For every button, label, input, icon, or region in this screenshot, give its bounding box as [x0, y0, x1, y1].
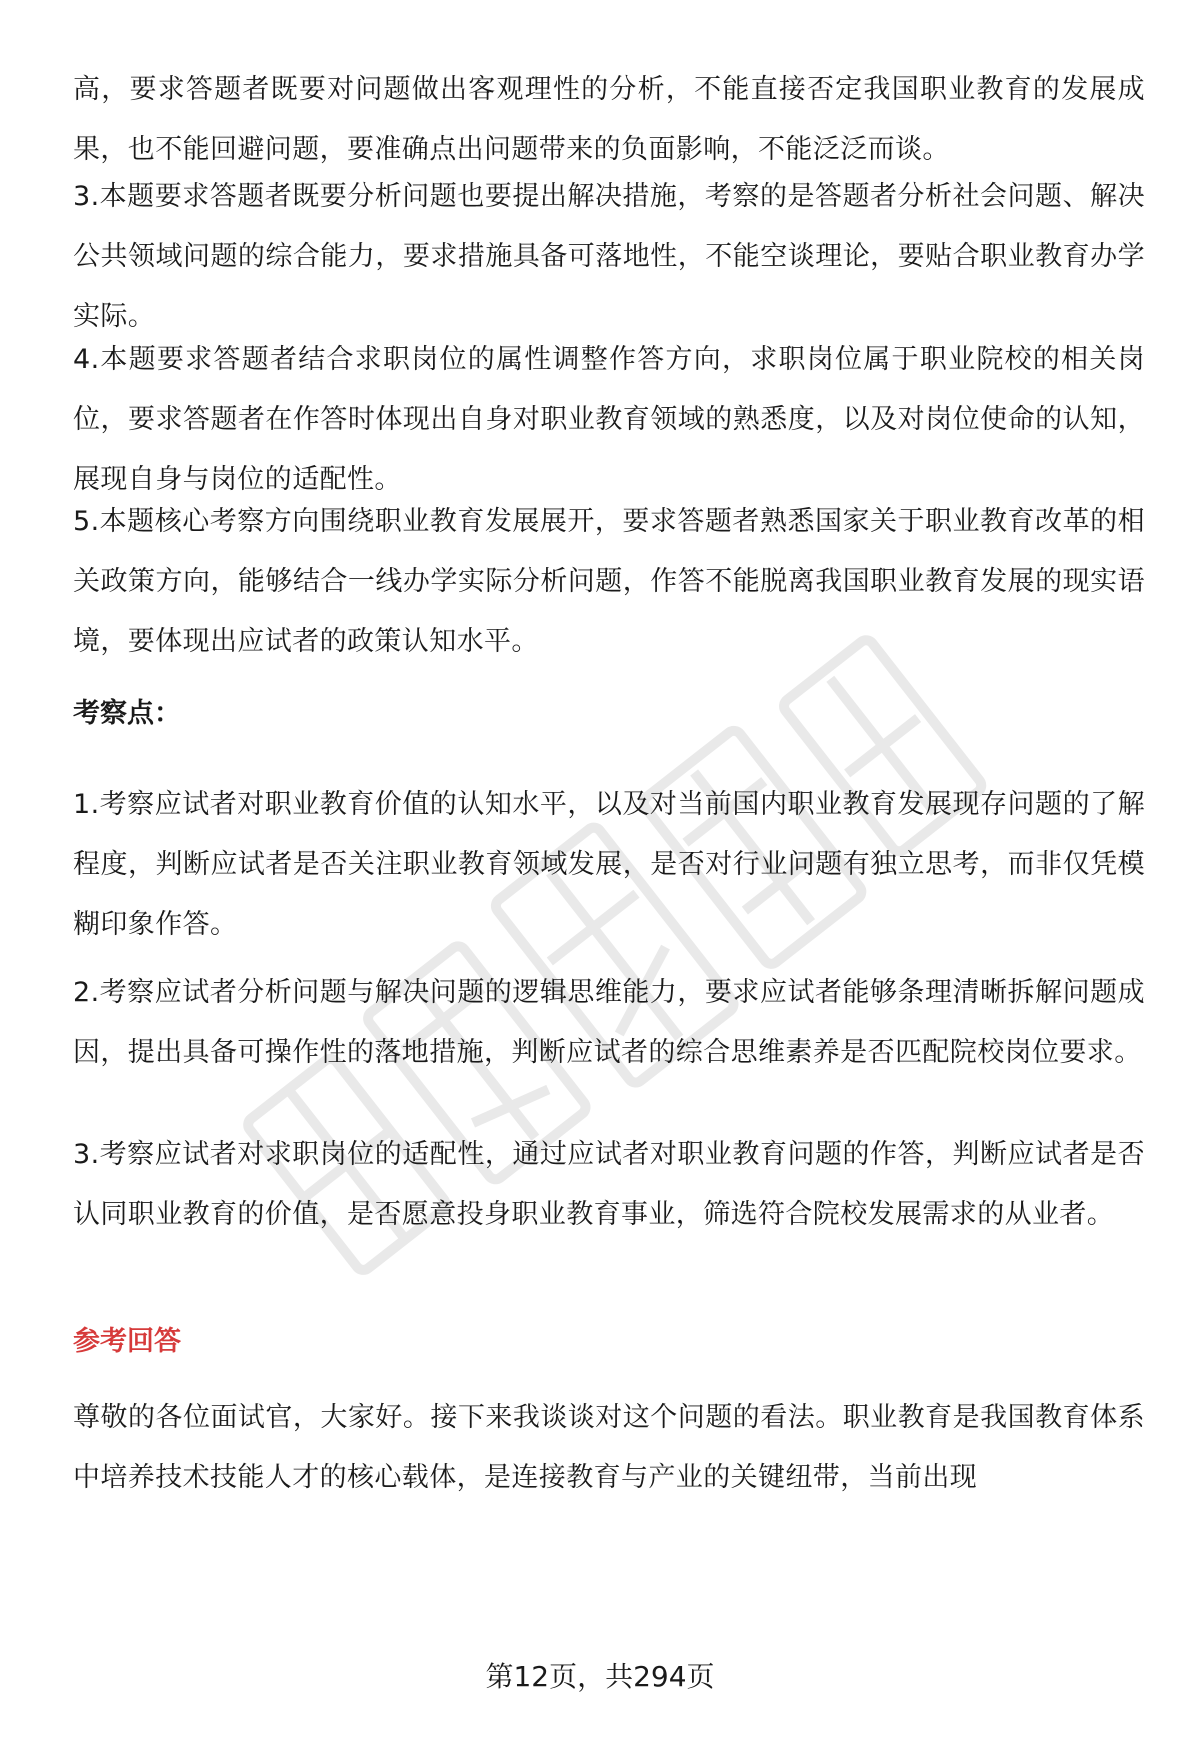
paragraph-point-5: 5.本题核心考察方向围绕职业教育发展展开，要求答题者熟悉国家关于职业教育改革的相关政策方向，能够结合一线办学实际分析问题，作答不能脱离我国职业教育发展的现实语境，要体现出应试者的政策认知水平。 [73, 506, 1145, 657]
kaochadian-item-3: 3.考察应试者对求职岗位的适配性，通过应试者对职业教育问题的作答，判断应试者是否认同职业教育的价值，是否愿意投身职业教育事业，筛选符合院校发展需求的从业者。 [73, 1139, 1145, 1230]
paragraph-continued: 高，要求答题者既要对问题做出客观理性的分析，不能直接否定我国职业教育的发展成果，也不能回避问题，要准确点出问题带来的负面影响，不能泛泛而谈。 [73, 74, 1145, 165]
paragraph-point-3: 3.本题要求答题者既要分析问题也要提出解决措施，考察的是答题者分析社会问题、解决公共领域问题的综合能力，要求措施具备可落地性，不能空谈理论，要贴合职业教育办学实际。 [73, 181, 1145, 332]
section-heading-kaochadian: 考察点： [73, 698, 181, 729]
kaochadian-item-2: 2.考察应试者分析问题与解决问题的逻辑思维能力，要求应试者能够条理清晰拆解问题成因，提出具备可操作性的落地措施，判断应试者的综合思维素养是否匹配院校岗位要求。 [73, 977, 1145, 1068]
section-heading-reference-answer: 参考回答 [73, 1326, 181, 1357]
paragraph-point-4: 4.本题要求答题者结合求职岗位的属性调整作答方向，求职岗位属于职业院校的相关岗位，要求答题者在作答时体现出自身对职业教育领域的熟悉度，以及对岗位使命的认知，展现自身与岗位的适配性。 [73, 344, 1145, 495]
kaochadian-item-1: 1.考察应试者对职业教育价值的认知水平，以及对当前国内职业教育发展现存问题的了解程度，判断应试者是否关注职业教育领域发展，是否对行业问题有独立思考，而非仅凭模糊印象作答。 [73, 789, 1145, 940]
reference-answer-text: 尊敬的各位面试官，大家好。接下来我谈谈对这个问题的看法。职业教育是我国教育体系中培养技术技能人才的核心载体，是连接教育与产业的关键纽带，当前出现 [73, 1402, 1145, 1493]
page-number: 第12页，共294页 [485, 1660, 715, 1693]
